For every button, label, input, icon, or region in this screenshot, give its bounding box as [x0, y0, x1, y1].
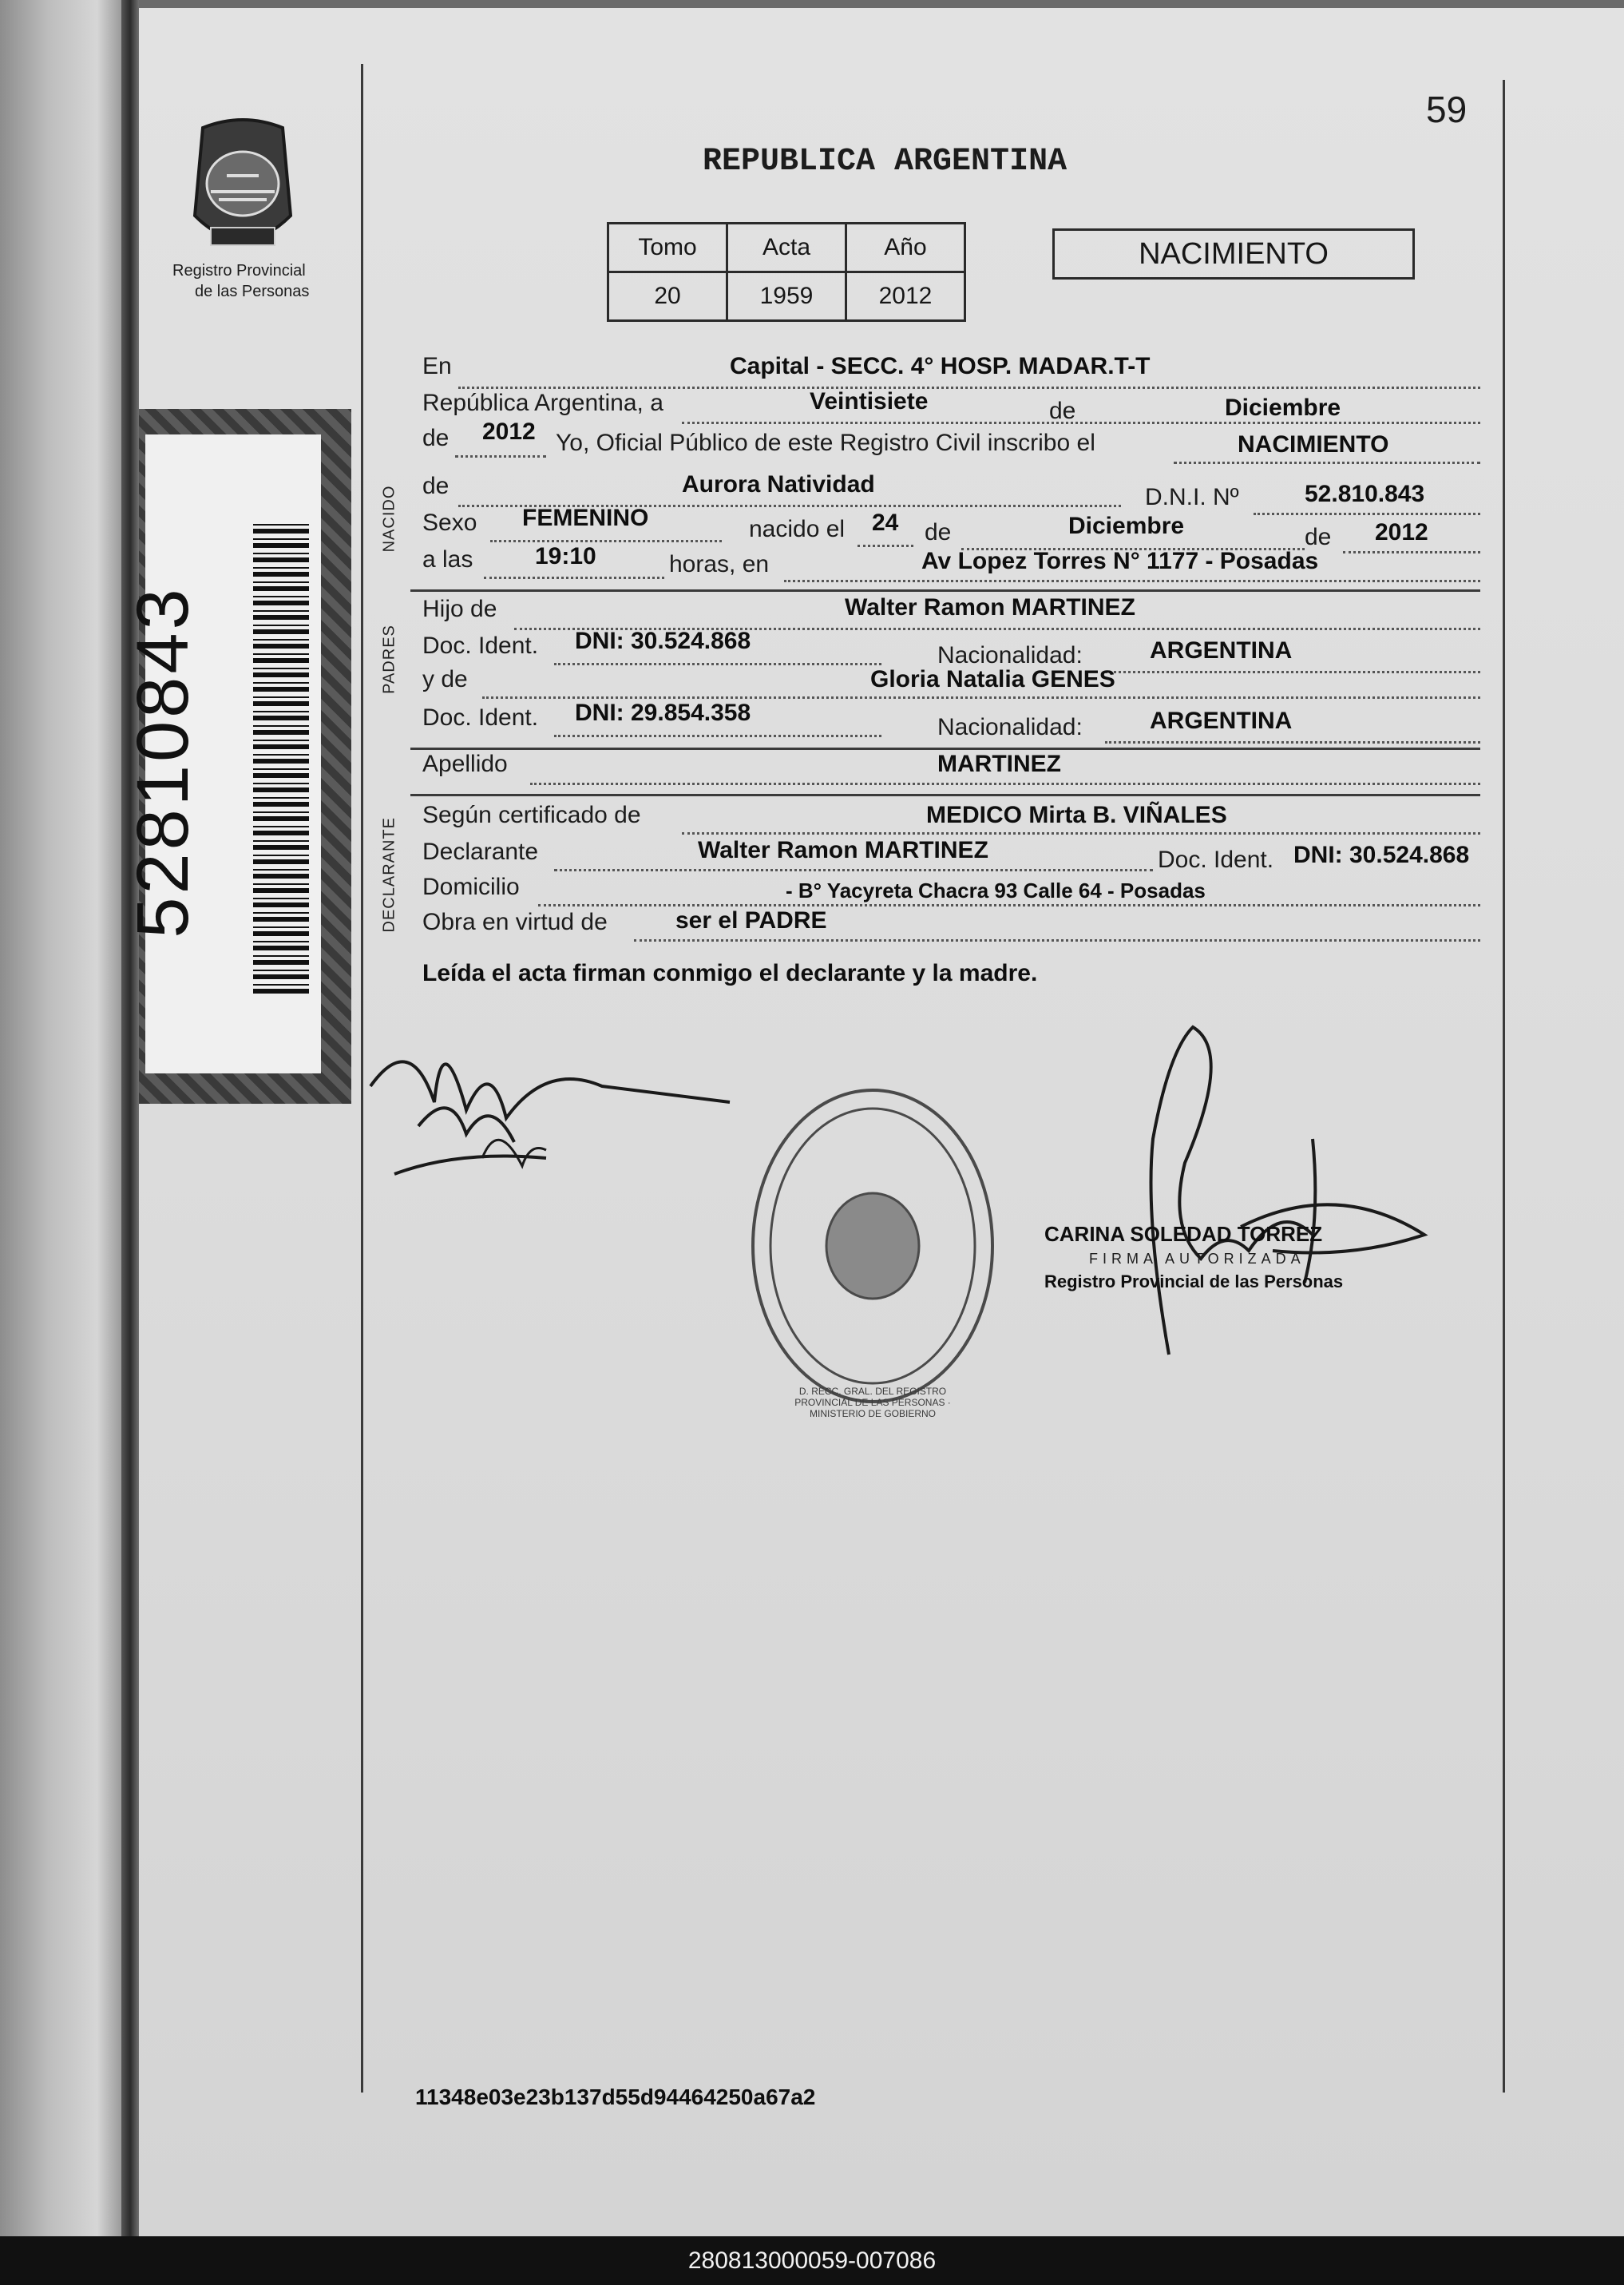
official-name: CARINA SOLEDAD TORREZ — [1044, 1222, 1323, 1246]
act-value: NACIMIENTO — [1238, 431, 1389, 458]
nacido-label: nacido el — [749, 516, 846, 542]
de-label-4: de — [925, 519, 952, 545]
nacionalidad-label-mother: Nacionalidad: — [937, 714, 1083, 740]
sexo-label: Sexo — [422, 510, 477, 536]
time-dots — [484, 577, 664, 579]
obra-label: Obra en virtud de — [422, 909, 608, 935]
de-label-5: de — [1305, 524, 1332, 550]
divider-nacido-padres — [410, 589, 1480, 592]
reference-table — [607, 222, 966, 322]
page-number: 59 — [1426, 89, 1468, 130]
official-registry: Registro Provincial de las Personas — [1044, 1271, 1344, 1291]
barcode-label — [122, 434, 321, 1073]
act-dots — [1174, 462, 1480, 464]
place-dots — [784, 580, 1480, 582]
ref-header-tomo: Tomo — [608, 224, 727, 272]
ref-header-ano: Año — [846, 224, 965, 272]
birth-year: 2012 — [1375, 519, 1428, 545]
father-doc: DNI: 30.524.868 — [575, 628, 751, 654]
mother-doc: DNI: 29.854.358 — [575, 700, 751, 726]
official-seal — [741, 1078, 1004, 1419]
obra-value: ser el PADRE — [675, 907, 827, 934]
hijo-label: Hijo de — [422, 596, 497, 622]
apellido-value: MARTINEZ — [937, 751, 1061, 777]
declarante-value: Walter Ramon MARTINEZ — [698, 837, 988, 863]
act-type-box — [1052, 228, 1415, 280]
declarante-doc: DNI: 30.524.868 — [1293, 842, 1470, 868]
registry-name-line2: de las Personas — [195, 283, 310, 300]
official-signature — [1049, 1019, 1496, 1371]
seal-text: D. RECC. GRAL. DEL REGISTRO PROVINCIAL DE LAS PERSONAS · MINISTERIO DE GOBIERNO — [794, 1386, 951, 1419]
horas-label: horas, en — [669, 551, 770, 577]
declarante-dots — [554, 869, 1153, 871]
divider-padres-apellido — [410, 748, 1480, 750]
republica-label: República Argentina, a — [422, 390, 663, 416]
book-gutter — [121, 0, 139, 2236]
day-value: Veintisiete — [810, 388, 929, 415]
father-value: Walter Ramon MARTINEZ — [845, 594, 1135, 621]
en-label: En — [422, 353, 452, 379]
left-page-edge — [0, 0, 121, 2236]
ref-value-acta: 1959 — [727, 272, 846, 321]
apellido-label: Apellido — [422, 751, 508, 777]
birth-day-dots — [858, 545, 913, 547]
alas-label: a las — [422, 546, 473, 573]
province-emblem — [179, 112, 307, 264]
declarant-signature — [362, 998, 762, 1198]
declarante-label: Declarante — [422, 839, 539, 865]
mother-nat-dots — [1105, 741, 1480, 744]
official-title: FIRMA AUTORIZADA — [1089, 1251, 1305, 1267]
section-label-padres: PADRES — [380, 625, 398, 694]
section-label-nacido: NACIDO — [380, 485, 398, 553]
mother-doc-dots — [554, 735, 881, 737]
dni-label: D.N.I. Nº — [1145, 484, 1239, 510]
certificate-page — [122, 8, 1624, 2236]
year-value: 2012 — [482, 419, 536, 445]
name-value: Aurora Natividad — [682, 471, 875, 498]
sexo-dots — [490, 540, 722, 542]
de-label-1: de — [1049, 398, 1076, 424]
certificado-value: MEDICO Mirta B. VIÑALES — [926, 802, 1227, 828]
yde-label: y de — [422, 666, 468, 692]
certificado-label: Según certificado de — [422, 802, 641, 828]
apellido-dots — [530, 783, 1480, 785]
obra-dots — [634, 939, 1480, 942]
footer-id: 280813000059-007086 — [687, 2247, 937, 2274]
footer-band — [0, 2236, 1624, 2285]
father-nat: ARGENTINA — [1150, 637, 1293, 664]
yo-text: Yo, Oficial Público de este Registro Civil inscribo el — [556, 430, 1095, 456]
section-label-declarante: DECLARANTE — [380, 817, 398, 933]
domicilio-label: Domicilio — [422, 874, 520, 900]
barcode-number: 52810843 — [122, 585, 204, 938]
right-margin-line — [1503, 80, 1505, 2093]
birth-month: Diciembre — [1068, 513, 1185, 539]
registry-name-line1: Registro Provincial — [172, 262, 306, 280]
ref-header-acta: Acta — [727, 224, 846, 272]
country-title: REPUBLICA ARGENTINA — [703, 144, 1067, 180]
year-dots — [455, 455, 546, 458]
dni-dots — [1254, 513, 1480, 515]
act-type-label: NACIMIENTO — [1139, 237, 1329, 271]
de-label-2: de — [422, 425, 450, 451]
ref-value-tomo: 20 — [608, 272, 727, 321]
sexo-value: FEMENINO — [522, 505, 649, 531]
doc-label-father: Doc. Ident. — [422, 633, 539, 659]
place-value: Av Lopez Torres N° 1177 - Posadas — [921, 548, 1319, 574]
ref-value-ano: 2012 — [846, 272, 965, 321]
certificado-dots — [682, 832, 1480, 835]
divider-apellido-declarante — [410, 794, 1480, 796]
closing-text: Leída el acta firman conmigo el declarante y la madre. — [422, 960, 1038, 986]
en-dots — [458, 387, 1480, 389]
en-value: Capital - SECC. 4° HOSP. MADAR.T-T — [730, 353, 1151, 379]
republica-dots — [682, 422, 1480, 424]
mother-nat: ARGENTINA — [1150, 708, 1293, 734]
de-label-3: de — [422, 473, 450, 499]
birth-day: 24 — [872, 510, 899, 536]
domicilio-dots — [538, 904, 1480, 906]
father-nat-dots — [1105, 671, 1480, 673]
doc-label-declarante: Doc. Ident. — [1158, 847, 1274, 873]
dni-value: 52.810.843 — [1305, 481, 1425, 507]
month-value: Diciembre — [1225, 395, 1341, 421]
barcode-bars — [253, 522, 309, 994]
mother-dots — [482, 696, 1480, 699]
document-hash: 11348e03e23b137d55d94464250a67a2 — [415, 2085, 816, 2109]
father-doc-dots — [554, 663, 881, 665]
birth-year-dots — [1343, 551, 1480, 553]
domicilio-value: - B° Yacyreta Chacra 93 Calle 64 - Posadas — [786, 879, 1206, 902]
nacionalidad-label-father: Nacionalidad: — [937, 642, 1083, 668]
mother-value: Gloria Natalia GENES — [870, 666, 1115, 692]
doc-label-mother: Doc. Ident. — [422, 704, 539, 731]
time-value: 19:10 — [535, 543, 596, 569]
